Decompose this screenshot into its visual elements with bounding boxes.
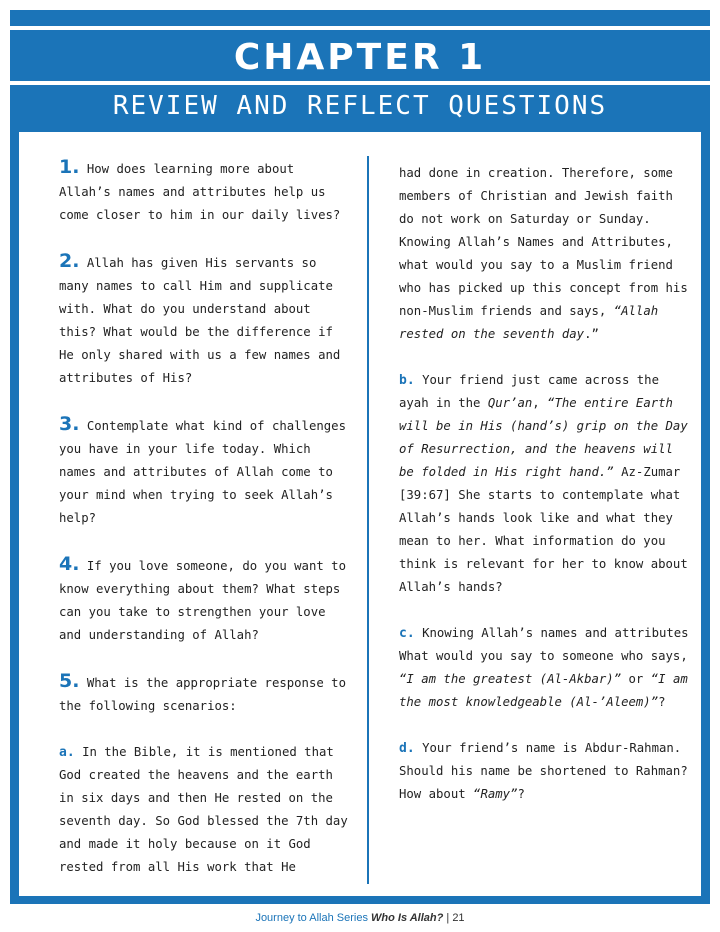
scenario-text: or: [621, 672, 651, 686]
scenario-letter: d.: [399, 741, 415, 756]
series-name: Journey to Allah Series: [255, 912, 368, 924]
question-text: Allah has given His servants so many names to call Him and supplicate with. What do you understand about this? What would be the difference if He only shared with us a few names and attributes of His?: [59, 256, 341, 385]
scenario-letter: c.: [399, 626, 415, 641]
scenario-text: Your friend just came across the ayah in the: [399, 373, 659, 410]
scenario-d: [399, 737, 689, 806]
left-column: [59, 156, 349, 902]
question-number: 3.: [59, 413, 80, 435]
question-number: 2.: [59, 250, 80, 272]
question-number: 5.: [59, 670, 80, 692]
scenario-text: Az-Zumar [39:67] She starts to contemplate what Allah’s hands look like and what they mean to her. What information do you think is relevant for her to know about Allah’s hands?: [399, 465, 688, 594]
question-number: 1.: [59, 156, 80, 178]
chapter-title: CHAPTER 1: [233, 37, 487, 78]
scenario-quote: “Ramy”: [473, 787, 518, 801]
question-text: What is the appropriate response to the following scenarios:: [59, 676, 346, 713]
question-number: 4.: [59, 553, 80, 575]
scenario-quote: “Allah rested on the seventh day: [399, 304, 659, 341]
question-3: [59, 413, 349, 530]
header-stripe-middle: [10, 81, 710, 85]
scenario-c: [399, 622, 689, 714]
book-title: Who Is Allah?: [371, 912, 444, 924]
right-column: [399, 162, 689, 829]
header-stripe-top: [10, 26, 710, 30]
scenario-quote: “I am the most knowledgeable (Al-’Aleem)”: [399, 672, 688, 709]
scenario-letter: b.: [399, 373, 415, 388]
page-frame: [10, 10, 710, 904]
question-4: [59, 553, 349, 647]
scenario-letter: a.: [59, 745, 75, 760]
page-footer: [0, 912, 720, 924]
scenario-text-end: .”: [584, 327, 599, 341]
scenario-text: ?: [658, 695, 666, 709]
column-divider: [367, 156, 369, 884]
quran-word: Qur’an: [487, 396, 533, 410]
page-number: 21: [452, 912, 465, 924]
scenario-quote: “I am the greatest (Al-Akbar)”: [399, 672, 622, 686]
ayah-quote: “The entire Earth will be in His (hand’s) grip on the Day of Resurrection, and the heavens will be folded in His right hand.”: [399, 396, 688, 479]
question-5: [59, 670, 349, 718]
scenario-text: Knowing Allah’s names and attributes What would you say to someone who says,: [399, 626, 689, 663]
scenario-a: [59, 741, 349, 879]
scenario-a-continued: [399, 162, 689, 346]
content-panel: [19, 132, 701, 896]
scenario-text: Your friend’s name is Abdur-Rahman. Should his name be shortened to Rahman? How about: [399, 741, 688, 801]
scenario-text: In the Bible, it is mentioned that God created the heavens and the earth in six days and then He rested on the seventh day. So God blessed the 7th day and made it holy because on it God rested from all His work that He: [59, 745, 348, 874]
question-1: [59, 156, 349, 227]
scenario-text: ,: [532, 396, 548, 410]
question-text: If you love someone, do you want to know everything about them? What steps can you take to strengthen your love and understanding of Allah?: [59, 559, 346, 642]
scenario-b: [399, 369, 689, 599]
section-subtitle: REVIEW AND REFLECT QUESTIONS: [112, 91, 608, 121]
question-2: [59, 250, 349, 390]
question-text: How does learning more about Allah’s names and attributes help us come closer to him in our daily lives?: [59, 162, 341, 222]
question-text: Contemplate what kind of challenges you have in your life today. Which names and attributes of Allah come to your mind when trying to seek Allah’s help?: [59, 419, 346, 525]
footer-separator: |: [443, 912, 453, 924]
scenario-text: ?: [517, 787, 525, 801]
scenario-text: had done in creation. Therefore, some members of Christian and Jewish faith do not work on Saturday or Sunday. Knowing Allah’s Names and Attributes, what would you say to a Muslim friend who has picked up this concept from his non-Muslim friends and says,: [399, 166, 688, 318]
